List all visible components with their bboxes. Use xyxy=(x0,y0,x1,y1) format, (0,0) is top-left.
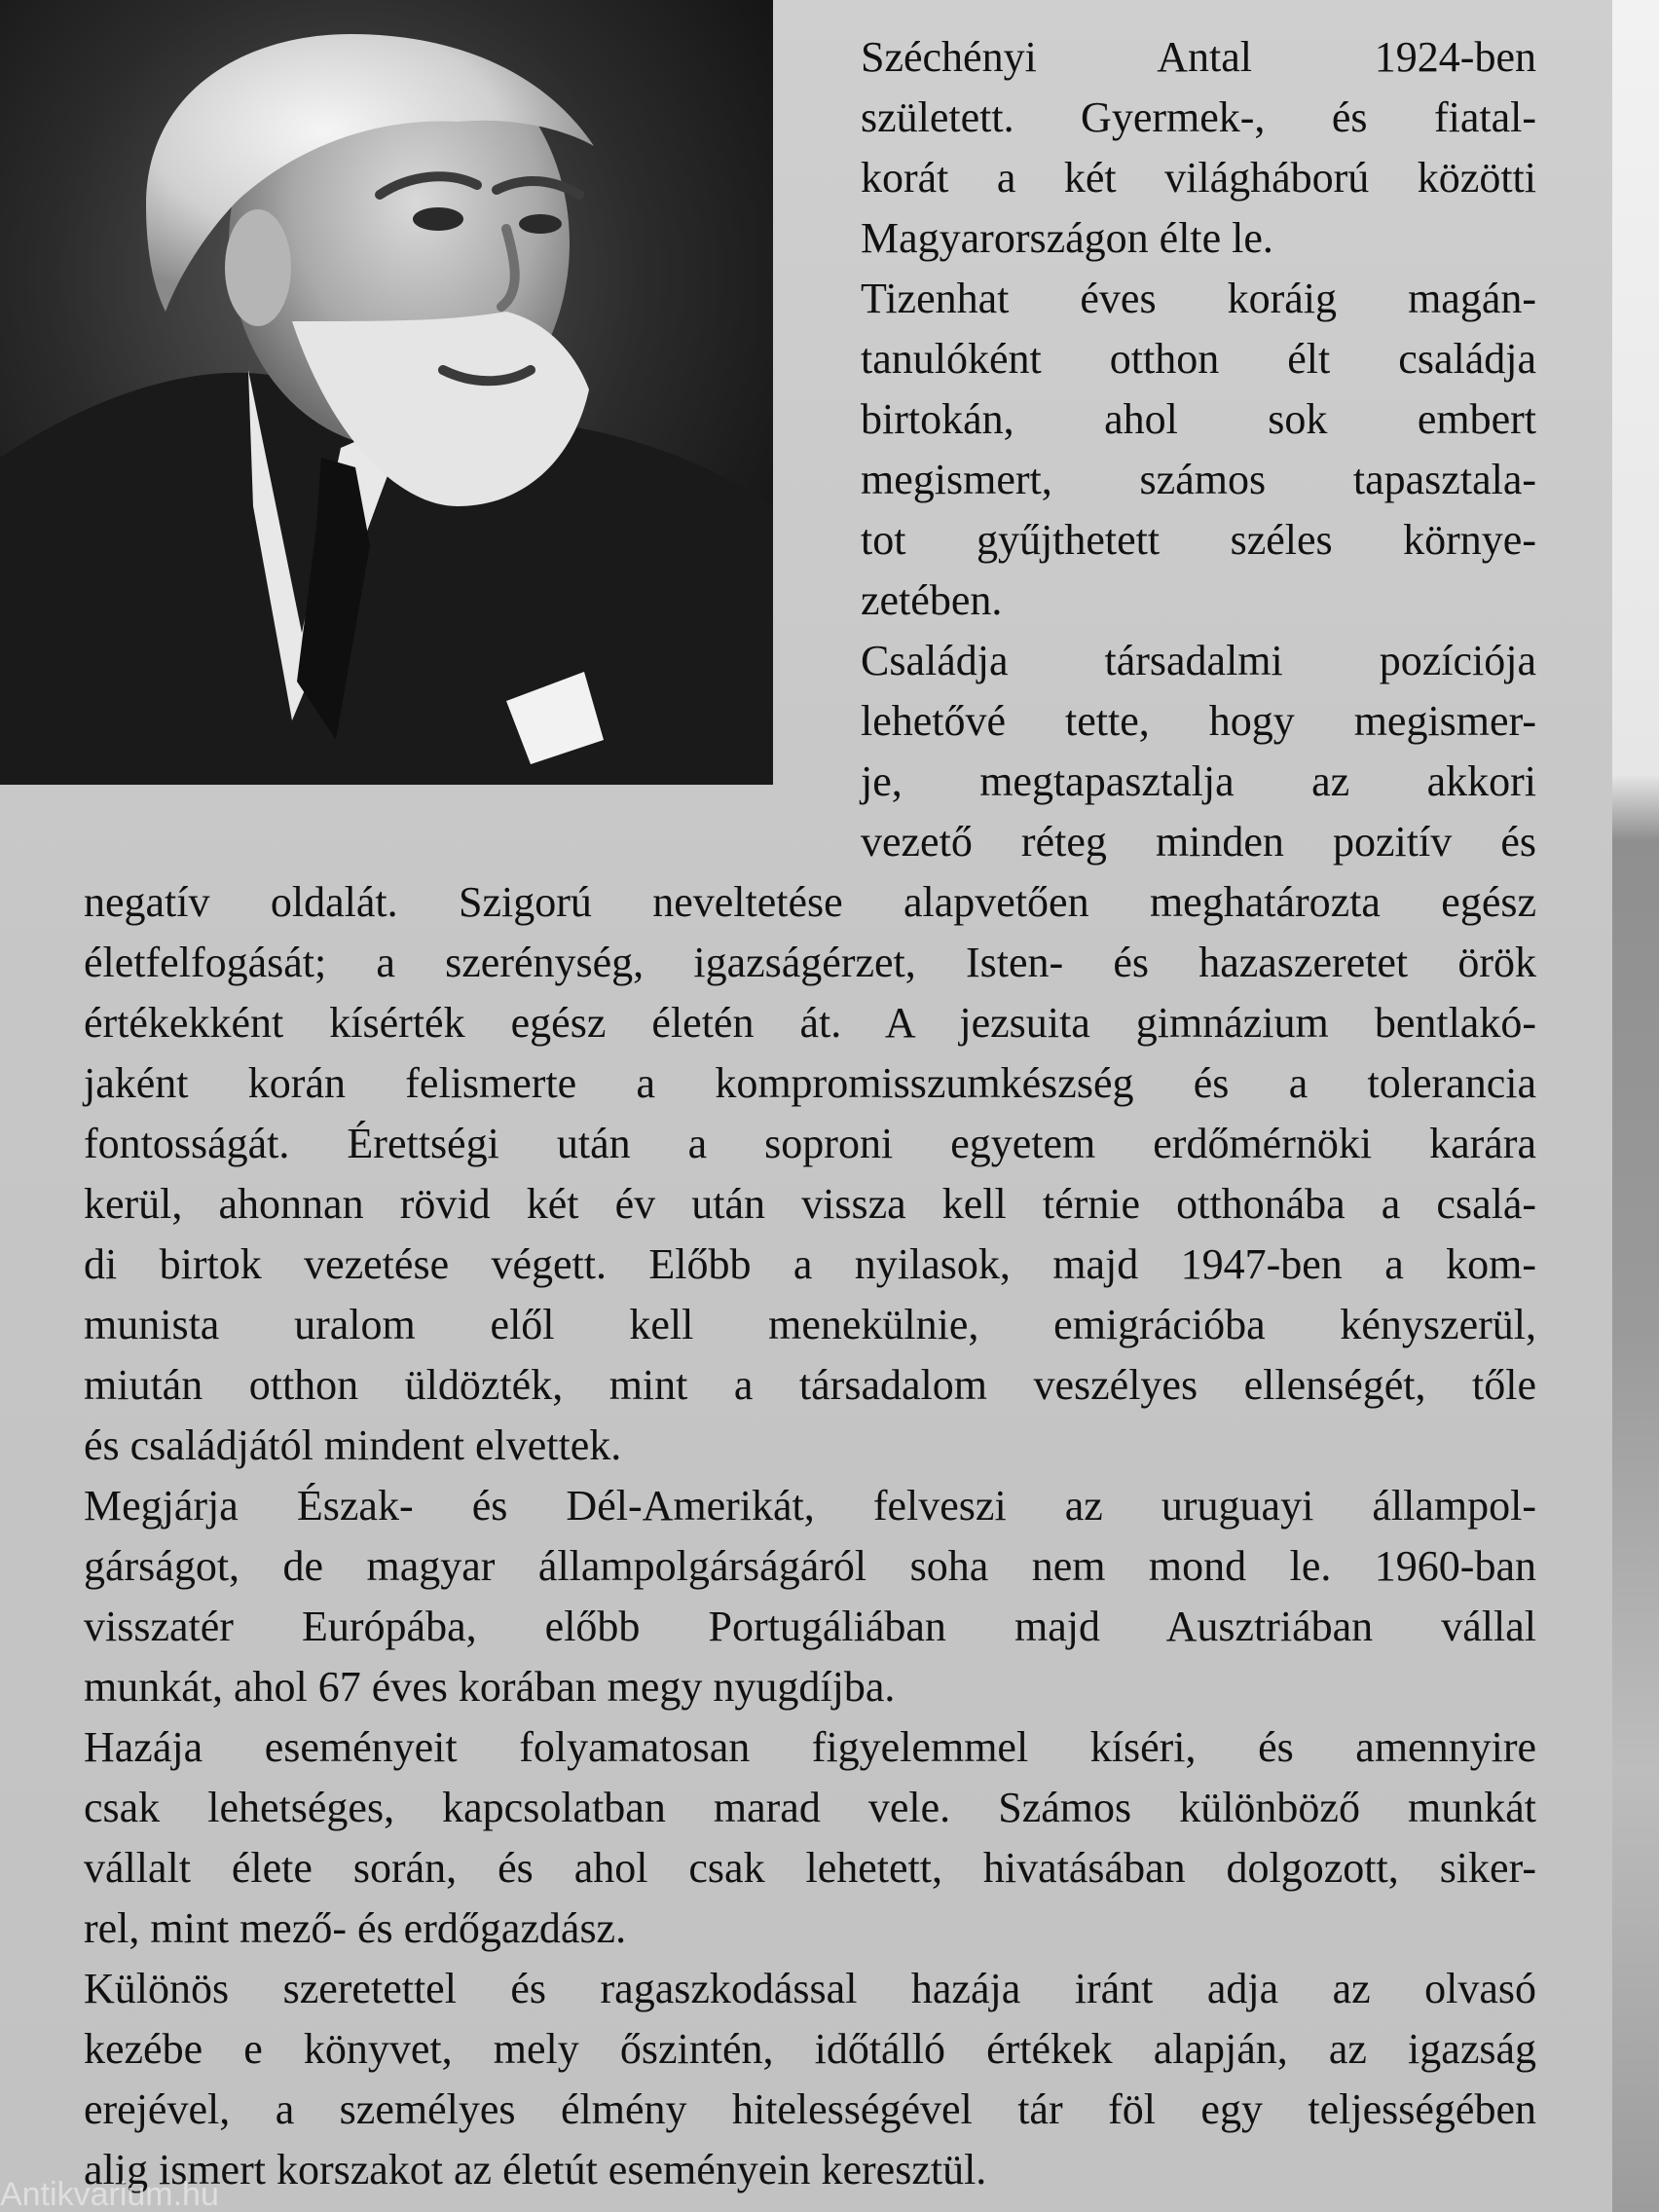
text-line: negatív oldalát. Szigorú neveltetése alapvetően meghatározta egész xyxy=(84,878,1536,926)
text-line: korát a két világháború közötti xyxy=(861,154,1536,202)
text-line: és családjától mindent elvettek. xyxy=(84,1421,622,1469)
text-line: fontosságát. Érettségi után a soproni egyetem erdőmérnöki karára xyxy=(84,1120,1536,1167)
text-line: értékekként kísérték egész életén át. A jezsuita gimnázium bentlakó- xyxy=(84,999,1536,1047)
text-line: lehetővé tette, hogy megismer- xyxy=(861,697,1536,745)
text-line: Tizenhat éves koráig magán- xyxy=(861,275,1536,322)
text-line: jaként korán felismerte a kompromisszumkészség és a tolerancia xyxy=(84,1059,1536,1107)
text-line: alig ismert korszakot az életút eseményein keresztül. xyxy=(84,2146,987,2194)
text-line: Családja társadalmi pozíciója xyxy=(861,637,1536,684)
text-line: Hazája eseményeit folyamatosan figyelemmel kíséri, és amennyire xyxy=(84,1723,1536,1771)
text-line: munista uralom elől kell menekülnie, emigrációba kényszerül, xyxy=(84,1301,1536,1348)
text-line: gárságot, de magyar állampolgárságáról soha nem mond le. 1960-ban xyxy=(84,1542,1536,1590)
text-line: Magyarországon élte le. xyxy=(861,214,1273,262)
text-line: életfelfogását; a szerénység, igazságérzet, Isten- és hazaszeretet örök xyxy=(84,939,1536,986)
text-line: birtokán, ahol sok embert xyxy=(861,395,1536,443)
text-line: megismert, számos tapasztala- xyxy=(861,456,1536,503)
text-line: visszatér Európába, előbb Portugáliában majd Ausztriában vállal xyxy=(84,1603,1536,1650)
text-line: vállalt élete során, és ahol csak lehetett, hivatásában dolgozott, siker- xyxy=(84,1844,1536,1892)
page-edge xyxy=(1612,0,1659,2212)
text-line: Különös szeretettel és ragaszkodással hazája iránt adja az olvasó xyxy=(84,1965,1536,2012)
text-line: Megjárja Észak- és Dél-Amerikát, felveszi az uruguayi állampol- xyxy=(84,1482,1536,1530)
text-line: rel, mint mező- és erdőgazdász. xyxy=(84,1904,627,1952)
watermark: Antikvarium.hu xyxy=(0,2177,219,2212)
text-line: zetében. xyxy=(861,576,1003,624)
text-line: kezébe e könyvet, mely őszintén, időtálló értékek alapján, az igazság xyxy=(84,2025,1536,2073)
text-line: Széchényi Antal 1924-ben xyxy=(861,33,1536,81)
text-line: erejével, a személyes élmény hitelességével tár föl egy teljességében xyxy=(84,2085,1536,2133)
text-line: miután otthon üldözték, mint a társadalom veszélyes ellenségét, tőle xyxy=(84,1361,1536,1409)
text-line: tanulóként otthon élt családja xyxy=(861,335,1536,383)
text-line: kerül, ahonnan rövid két év után vissza kell térnie otthonába a csalá- xyxy=(84,1180,1536,1228)
text-line: di birtok vezetése végett. Előbb a nyilasok, majd 1947-ben a kom- xyxy=(84,1240,1536,1288)
text-line: tot gyűjthetett széles környe- xyxy=(861,516,1536,564)
text-line: született. Gyermek-, és fiatal- xyxy=(861,93,1536,141)
text-line: munkát, ahol 67 éves korában megy nyugdíjba. xyxy=(84,1663,896,1711)
text-line: csak lehetséges, kapcsolatban marad vele. Számos különböző munkát xyxy=(84,1784,1536,1831)
text-line: vezető réteg minden pozitív és xyxy=(861,818,1536,866)
text-line: je, megtapasztalja az akkori xyxy=(861,757,1536,805)
